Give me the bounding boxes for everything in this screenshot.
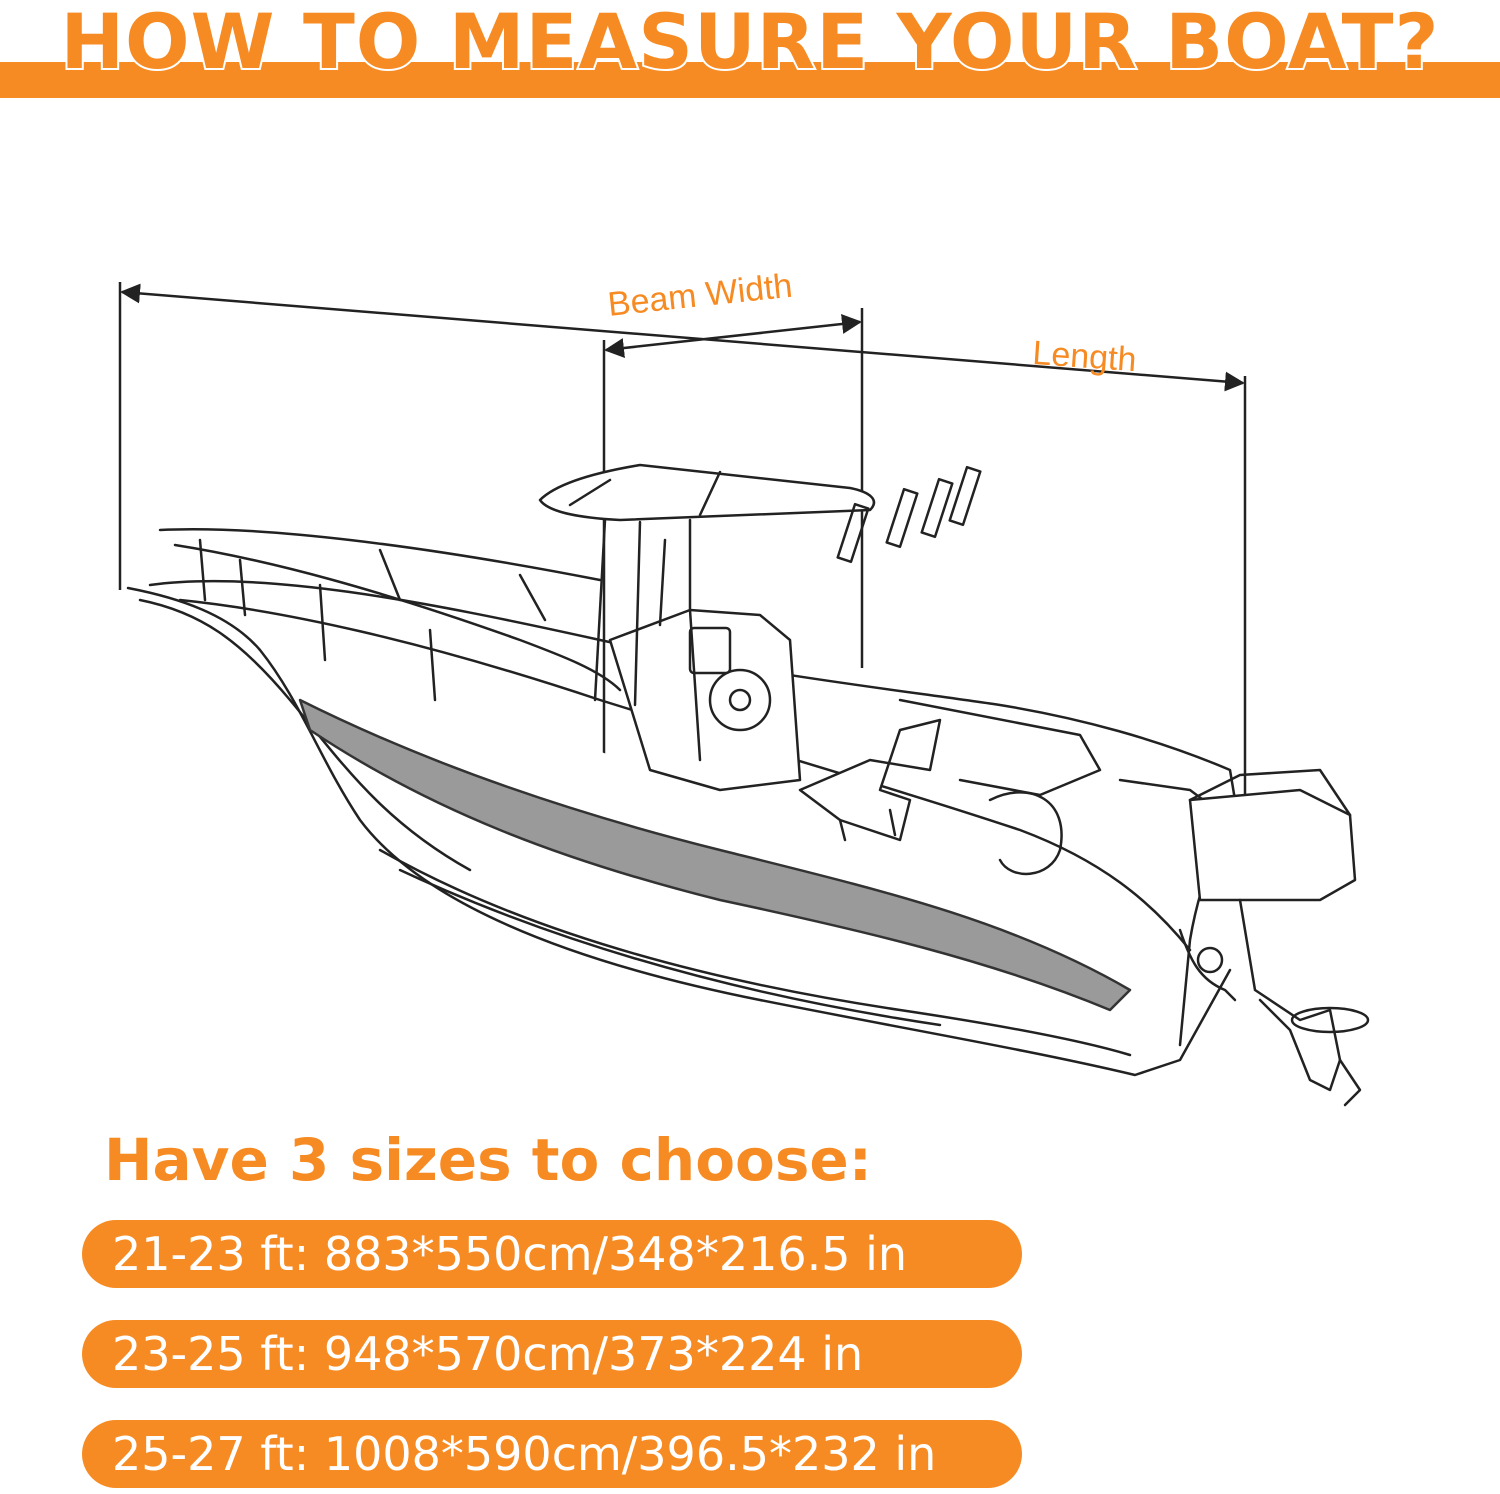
boat-illustration	[0, 100, 1500, 1120]
page-title: HOW TO MEASURE YOUR BOAT?	[60, 0, 1440, 86]
sizes-title: Have 3 sizes to choose:	[104, 1126, 872, 1194]
size-option	[82, 1220, 1022, 1288]
size-option-text: 21-23 ft: 883*550cm/348*216.5 in	[112, 1227, 908, 1281]
size-option-text: 23-25 ft: 948*570cm/373*224 in	[112, 1327, 864, 1381]
beam-width-label: Beam Width	[606, 266, 795, 324]
size-option-text: 25-27 ft: 1008*590cm/396.5*232 in	[112, 1427, 937, 1481]
header	[0, 0, 1500, 100]
boat-icon	[128, 465, 1368, 1105]
size-option	[82, 1420, 1022, 1488]
length-label: Length	[1031, 334, 1138, 380]
boat-diagram	[0, 100, 1500, 1120]
size-option	[82, 1320, 1022, 1388]
